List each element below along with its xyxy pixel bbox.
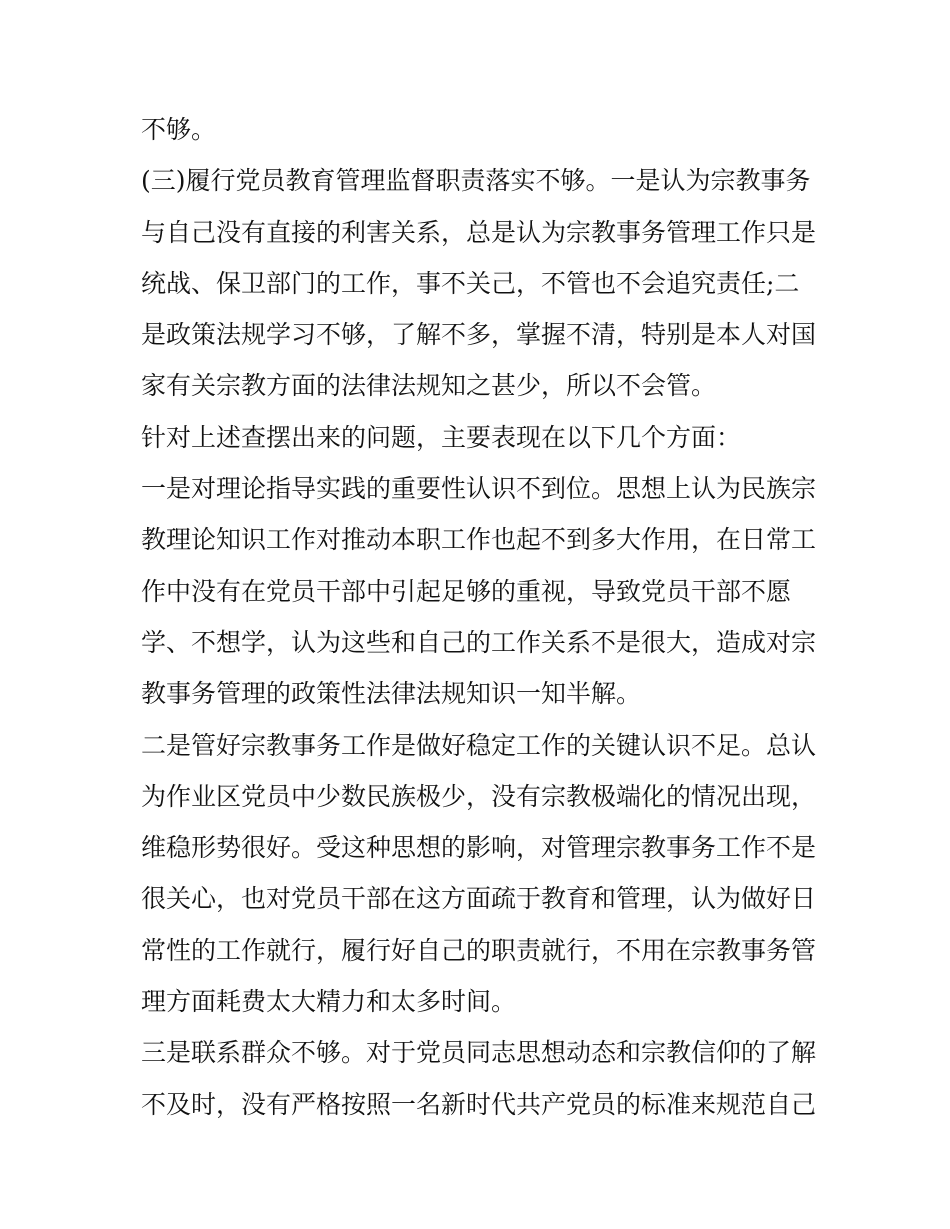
text-line: (三)履行党员教育管理监督职责落实不够。一是认为宗教事务 bbox=[141, 166, 811, 196]
text-line: 理方面耗费太大精力和太多时间。 bbox=[141, 987, 517, 1017]
text-line: 教理论知识工作对推动本职工作也起不到多大作用，在日常工 bbox=[141, 525, 817, 555]
text-line: 为作业区党员中少数民族极少，没有宗教极端化的情况出现， bbox=[141, 781, 817, 811]
text-line: 学、不想学，认为这些和自己的工作关系不是很大，造成对宗 bbox=[141, 627, 817, 657]
text-line: 三是联系群众不够。对于党员同志思想动态和宗教信仰的了解 bbox=[141, 1038, 817, 1068]
text-line: 二是管好宗教事务工作是做好稳定工作的关键认识不足。总认 bbox=[141, 730, 817, 760]
document-body-text bbox=[141, 104, 817, 1130]
text-line: 是政策法规学习不够，了解不多，掌握不清，特别是本人对国 bbox=[141, 320, 817, 350]
text-line: 作中没有在党员干部中引起足够的重视，导致党员干部不愿 bbox=[141, 576, 792, 606]
text-line: 教事务管理的政策性法律法规知识一知半解。 bbox=[141, 679, 642, 709]
text-line: 与自己没有直接的利害关系，总是认为宗教事务管理工作只是 bbox=[141, 217, 817, 247]
text-line: 针对上述查摆出来的问题，主要表现在以下几个方面： bbox=[141, 422, 742, 452]
text-line: 不够。 bbox=[141, 115, 217, 144]
text-line: 维稳形势很好。受这种思想的影响，对管理宗教事务工作不是 bbox=[141, 833, 817, 863]
text-line: 一是对理论指导实践的重要性认识不到位。思想上认为民族宗 bbox=[141, 474, 817, 504]
text-line: 常性的工作就行，履行好自己的职责就行，不用在宗教事务管 bbox=[141, 935, 817, 965]
text-line: 很关心，也对党员干部在这方面疏于教育和管理，认为做好日 bbox=[141, 884, 817, 914]
text-line: 统战、保卫部门的工作，事不关己，不管也不会追究责任;二 bbox=[141, 268, 800, 298]
text-line: 不及时，没有严格按照一名新时代共产党员的标准来规范自己 bbox=[141, 1089, 817, 1119]
text-line: 家有关宗教方面的法律法规知之甚少，所以不会管。 bbox=[141, 371, 717, 401]
